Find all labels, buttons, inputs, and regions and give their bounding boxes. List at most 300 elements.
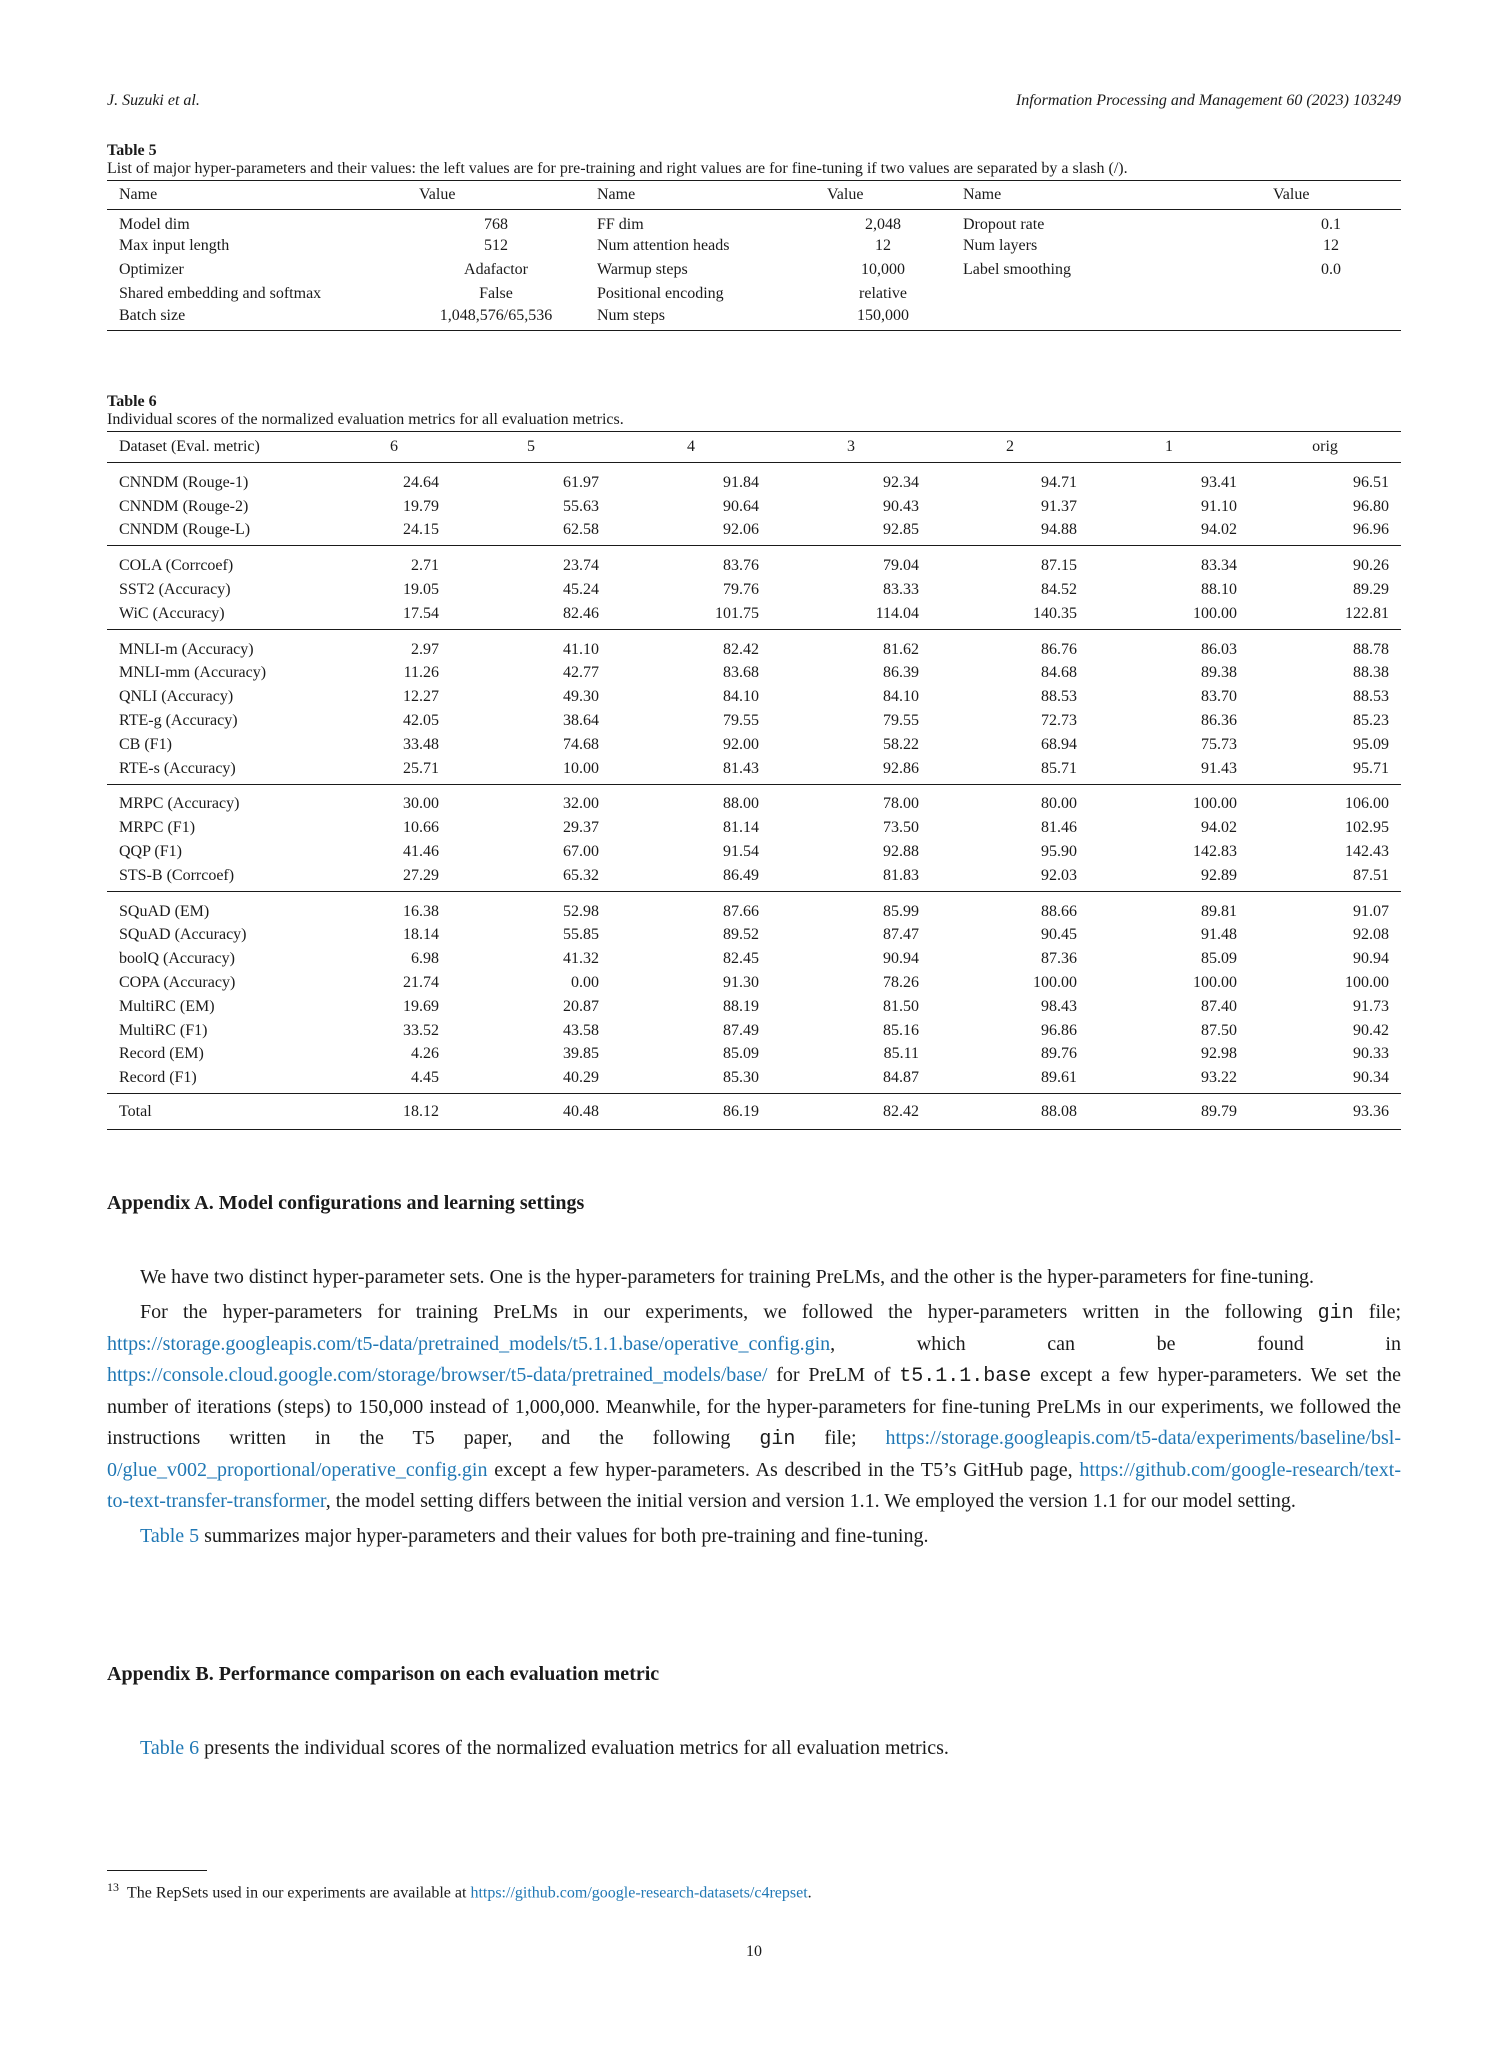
table-6-row xyxy=(107,757,1401,784)
table-6-cell: SQuAD (Accuracy) xyxy=(119,926,247,944)
text-span: summarizes major hyper-parameters and their values for both pre-training and fine-tuning. xyxy=(199,1525,929,1547)
table-6-cell: 140.35 xyxy=(1033,604,1077,622)
table-6-row xyxy=(107,1019,1401,1043)
table-6-cell: 84.52 xyxy=(1041,581,1077,599)
table-6-cell: 42.05 xyxy=(403,712,439,730)
table-6-cell: 4.45 xyxy=(411,1069,439,1087)
table-6-cell: 78.26 xyxy=(883,974,919,992)
table-6-cell: 91.84 xyxy=(723,473,759,491)
header-authors: J. Suzuki et al. xyxy=(107,92,200,109)
table-6-cell: 100.00 xyxy=(1193,974,1237,992)
table-5-cell: Model dim xyxy=(119,216,190,233)
table-6-cell: 92.08 xyxy=(1353,926,1389,944)
table-6-cell: 87.49 xyxy=(723,1021,759,1039)
text-span: except a few hyper-parameters. As described in the T5’s GitHub page, xyxy=(487,1459,1080,1481)
table-6-cell: 90.45 xyxy=(1041,926,1077,944)
table-6-cell: MultiRC (EM) xyxy=(119,997,215,1015)
table-6-cell: 85.16 xyxy=(883,1021,919,1039)
table-6-cell: COLA (Corrcoef) xyxy=(119,557,234,575)
table-6-cell: 33.48 xyxy=(403,735,439,753)
table-6-cell: 81.14 xyxy=(723,819,759,837)
table-6-cell: 43.58 xyxy=(563,1021,599,1039)
table-6-row xyxy=(107,1066,1401,1093)
table-5-row xyxy=(107,306,1401,330)
table-6-cell: 84.10 xyxy=(723,688,759,706)
table-6-cell: 92.88 xyxy=(883,843,919,861)
table-5-cell xyxy=(1261,306,1401,330)
table-6-cell: 55.63 xyxy=(563,497,599,515)
table-6-cell: 92.03 xyxy=(1041,866,1077,884)
table-5-cell xyxy=(951,306,1261,330)
table-6-label: Table 6 xyxy=(107,393,157,410)
table-6-cell: 82.42 xyxy=(723,640,759,658)
table-6-cell: 89.76 xyxy=(1041,1045,1077,1063)
table-6-cell: 81.62 xyxy=(883,640,919,658)
table-5 xyxy=(107,180,1401,331)
table-6-cell: 80.00 xyxy=(1041,795,1077,813)
table-5-cell: relative xyxy=(859,285,907,302)
table-6-cell: 87.36 xyxy=(1041,950,1077,968)
table-6-cell: 39.85 xyxy=(563,1045,599,1063)
table-6-cell: 2.97 xyxy=(411,640,439,658)
table-5-row xyxy=(107,234,1401,258)
table-6-cell: 85.09 xyxy=(1201,950,1237,968)
appendix-a-paragraph-3 xyxy=(107,1521,1401,1552)
table-6-cell: 93.22 xyxy=(1201,1069,1237,1087)
table-6-cell: 4.26 xyxy=(411,1045,439,1063)
table-6-cell: 94.02 xyxy=(1201,521,1237,539)
table-6-cell: SQuAD (EM) xyxy=(119,902,210,920)
text-span: for PreLM of xyxy=(767,1364,900,1386)
table-6-cell: 94.71 xyxy=(1041,473,1077,491)
table-6-cell: CNNDM (Rouge-1) xyxy=(119,473,249,491)
table-5-row xyxy=(107,210,1401,235)
table-6-cell: boolQ (Accuracy) xyxy=(119,950,235,968)
table-5-row xyxy=(107,282,1401,306)
table-5-cell: 512 xyxy=(484,237,508,254)
table-6-cell: 85.09 xyxy=(723,1045,759,1063)
table-6-row xyxy=(107,1043,1401,1067)
table-6-total-cell: 88.08 xyxy=(1041,1103,1077,1121)
table-6-cell: 79.55 xyxy=(883,712,919,730)
table-6-row xyxy=(107,463,1401,495)
table-6-cell: 100.00 xyxy=(1345,974,1389,992)
table-6-cell: 85.99 xyxy=(883,902,919,920)
table-5-header-cell: Name xyxy=(119,186,158,203)
table-6-cell: 87.51 xyxy=(1353,866,1389,884)
table-6-cell: 11.26 xyxy=(403,664,439,682)
table-6-row xyxy=(107,840,1401,864)
table-6-header-cell: 5 xyxy=(527,438,535,455)
table-6-header-cell: 4 xyxy=(687,438,695,455)
table-6-cell: 78.00 xyxy=(883,795,919,813)
table-5-cell: 12 xyxy=(1323,237,1339,254)
table-6-cell: 81.50 xyxy=(883,997,919,1015)
table-6-cell: 90.42 xyxy=(1353,1021,1389,1039)
table-6-cell: Record (EM) xyxy=(119,1045,204,1063)
table-6-cell: 83.33 xyxy=(883,581,919,599)
footnote-link[interactable]: https://github.com/google-research-datasets/c4repset xyxy=(470,1884,808,1902)
table-6-cell: 40.29 xyxy=(563,1069,599,1087)
text-span: presents the individual scores of the normalized evaluation metrics for all evaluation metrics. xyxy=(199,1737,949,1759)
table-6-cell: 114.04 xyxy=(875,604,919,622)
table-6-header-cell: 1 xyxy=(1165,438,1173,455)
table-6-cell: 95.90 xyxy=(1041,843,1077,861)
table-6-block xyxy=(107,393,1401,1130)
table-6-header-cell: 2 xyxy=(1006,438,1014,455)
table-5-cell: Shared embedding and softmax xyxy=(119,285,322,302)
table-6-cell: SST2 (Accuracy) xyxy=(119,581,231,599)
table-6-cell: 86.36 xyxy=(1201,712,1237,730)
table-6-header-cell: 3 xyxy=(847,438,855,455)
table-6-total-cell: 93.36 xyxy=(1353,1103,1389,1121)
link-t5-github[interactable]: https://github.com/google-research/text-to-text-transfer-transformer xyxy=(107,1459,1401,1512)
table-6-cell: 2.71 xyxy=(411,557,439,575)
table-6-cell: 68.94 xyxy=(1041,735,1077,753)
table-6-cell: 0.00 xyxy=(571,974,599,992)
table-6-ref-link[interactable]: Table 6 xyxy=(140,1737,200,1759)
table-6-cell: 55.85 xyxy=(563,926,599,944)
table-6-cell: 89.61 xyxy=(1041,1069,1077,1087)
table-6-cell: MNLI-m (Accuracy) xyxy=(119,640,254,658)
table-6-cell: 20.87 xyxy=(563,997,599,1015)
table-6-total-cell: 40.48 xyxy=(563,1103,599,1121)
table-6-cell: 86.76 xyxy=(1041,640,1077,658)
table-6-cell: 62.58 xyxy=(563,521,599,539)
table-6-cell: 29.37 xyxy=(563,819,599,837)
table-6-row xyxy=(107,947,1401,971)
table-5-cell: Dropout rate xyxy=(963,216,1045,233)
table-6-cell: 92.00 xyxy=(723,735,759,753)
table-6-cell: 90.64 xyxy=(723,497,759,515)
table-5-ref-link[interactable]: Table 5 xyxy=(140,1525,200,1547)
table-6-cell: 87.15 xyxy=(1041,557,1077,575)
table-6-cell: MNLI-mm (Accuracy) xyxy=(119,664,267,682)
table-5-cell: FF dim xyxy=(597,216,644,233)
table-6-total-cell: 89.79 xyxy=(1201,1103,1237,1121)
table-6-cell: 72.73 xyxy=(1041,712,1077,730)
table-6-cell: 100.00 xyxy=(1033,974,1077,992)
table-5-cell: False xyxy=(479,285,513,302)
table-6-cell: 16.38 xyxy=(403,902,439,920)
table-6-cell: 91.07 xyxy=(1353,902,1389,920)
table-6-row xyxy=(107,971,1401,995)
appendix-b-body xyxy=(107,1733,1401,1764)
table-5-cell: Label smoothing xyxy=(963,261,1071,278)
table-6-row xyxy=(107,784,1401,816)
table-5-cell xyxy=(1261,282,1401,306)
table-6-row xyxy=(107,546,1401,578)
table-6-cell: MRPC (F1) xyxy=(119,819,196,837)
table-6-row xyxy=(107,629,1401,661)
table-6-cell: 85.71 xyxy=(1041,759,1077,777)
table-5-header-cell: Value xyxy=(419,186,456,203)
table-6-cell: RTE-g (Accuracy) xyxy=(119,712,238,730)
table-6-cell: 91.30 xyxy=(723,974,759,992)
table-6-cell: 79.55 xyxy=(723,712,759,730)
table-5-cell: 0.1 xyxy=(1321,216,1341,233)
table-5-block xyxy=(107,142,1401,331)
table-6-cell: 79.76 xyxy=(723,581,759,599)
table-6-cell: STS-B (Corrcoef) xyxy=(119,866,235,884)
table-6-cell: 10.66 xyxy=(403,819,439,837)
table-6-cell: 100.00 xyxy=(1193,795,1237,813)
table-6-cell: 67.00 xyxy=(563,843,599,861)
table-6-cell: 45.24 xyxy=(563,581,599,599)
table-5-cell: Num attention heads xyxy=(597,237,730,254)
table-6-cell: MRPC (Accuracy) xyxy=(119,795,240,813)
table-6-cell: 92.98 xyxy=(1201,1045,1237,1063)
table-6-row xyxy=(107,864,1401,891)
table-6-cell: 65.32 xyxy=(563,866,599,884)
header-journal: Information Processing and Management 60 (2023) 103249 xyxy=(1015,92,1401,109)
table-6-cell: 21.74 xyxy=(403,974,439,992)
table-6-row xyxy=(107,602,1401,629)
table-6-row xyxy=(107,662,1401,686)
link-glue-operative-config[interactable]: https://storage.googleapis.com/t5-data/experiments/baseline/bsl-0/glue_v002_proportional/operative_config.gin xyxy=(107,1427,1401,1481)
table-6-cell: 106.00 xyxy=(1345,795,1389,813)
table-6-cell: 89.38 xyxy=(1201,664,1237,682)
table-6-cell: 17.54 xyxy=(403,604,439,622)
table-6-cell: 19.05 xyxy=(403,581,439,599)
table-5-cell: 768 xyxy=(484,216,508,233)
table-6-cell: WiC (Accuracy) xyxy=(119,604,225,622)
table-6-cell: 88.53 xyxy=(1353,688,1389,706)
table-6-row xyxy=(107,578,1401,602)
table-5-cell: Optimizer xyxy=(119,261,184,278)
footnote xyxy=(107,1880,812,1902)
text-span: , the model setting differs between the initial version and version 1.1. We employed the version 1.1 for our model setting. xyxy=(325,1490,1296,1512)
table-5-cell: 12 xyxy=(875,237,891,254)
table-6-row xyxy=(107,924,1401,948)
code-model-name: t5.1.1.base xyxy=(899,1365,1032,1388)
table-6-cell: 83.76 xyxy=(723,557,759,575)
footnote-rule xyxy=(107,1870,207,1871)
table-6-cell: 96.80 xyxy=(1353,497,1389,515)
appendix-a-body xyxy=(107,1262,1401,1552)
table-5-header-row xyxy=(107,181,1401,210)
table-6-cell: 96.86 xyxy=(1041,1021,1077,1039)
table-6-header-row xyxy=(107,432,1401,463)
text-span: except a few hyper-parameters. We set the number of iterations (steps) to 150,000 instead of 1,000,000. Meanwhile, for the hyper-parameters for fine-tuning PreLMs in our experiments, we followed the instructions written in the T5 paper, and the following xyxy=(107,1364,1401,1449)
table-6-cell: 10.00 xyxy=(563,759,599,777)
table-6-cell: MultiRC (F1) xyxy=(119,1021,208,1039)
text-span: For the hyper-parameters for training PreLMs in our experiments, we followed the hyper-parameters written in the following xyxy=(140,1301,1318,1323)
table-6-cell: 122.81 xyxy=(1345,604,1389,622)
table-6-cell: 30.00 xyxy=(403,795,439,813)
table-5-cell: 10,000 xyxy=(861,261,905,278)
footnote-number: 13 xyxy=(107,1880,119,1894)
table-6-cell: 23.74 xyxy=(563,557,599,575)
table-6-cell: 25.71 xyxy=(403,759,439,777)
table-6-cell: 91.73 xyxy=(1353,997,1389,1015)
table-6-cell: QNLI (Accuracy) xyxy=(119,688,234,706)
table-6-cell: 87.50 xyxy=(1201,1021,1237,1039)
table-6-cell: 82.45 xyxy=(723,950,759,968)
table-6-cell: 19.79 xyxy=(403,497,439,515)
table-5-header-cell: Value xyxy=(827,186,864,203)
table-6-cell: 82.46 xyxy=(563,604,599,622)
table-6-cell: 88.38 xyxy=(1353,664,1389,682)
table-6-cell: 18.14 xyxy=(403,926,439,944)
table-6-row xyxy=(107,519,1401,546)
table-6-cell: 101.75 xyxy=(715,604,759,622)
table-6-header-cell: Dataset (Eval. metric) xyxy=(119,438,260,455)
table-6-cell: 91.37 xyxy=(1041,497,1077,515)
table-6-cell: 32.00 xyxy=(563,795,599,813)
appendix-a-heading: Appendix A. Model configurations and learning settings xyxy=(107,1192,585,1214)
table-6-cell: 90.43 xyxy=(883,497,919,515)
table-6-cell: 24.64 xyxy=(403,473,439,491)
table-6-row xyxy=(107,709,1401,733)
code-gin: gin xyxy=(1317,1302,1354,1325)
table-6 xyxy=(107,431,1401,1130)
table-6-total-cell: 82.42 xyxy=(883,1103,919,1121)
table-6-cell: 95.09 xyxy=(1353,735,1389,753)
table-6-cell: CNNDM (Rouge-L) xyxy=(119,521,251,539)
table-6-cell: 88.19 xyxy=(723,997,759,1015)
table-6-row xyxy=(107,685,1401,709)
link-operative-config-base[interactable]: https://storage.googleapis.com/t5-data/pretrained_models/t5.1.1.base/operative_config.gin xyxy=(107,1333,831,1355)
table-6-cell: 96.96 xyxy=(1353,521,1389,539)
table-6-row xyxy=(107,495,1401,519)
table-5-cell: 2,048 xyxy=(865,216,901,233)
text-span: , which can be found in xyxy=(830,1333,1401,1355)
table-5-row xyxy=(107,258,1401,282)
table-5-cell: Num layers xyxy=(963,237,1038,254)
table-5-cell: Positional encoding xyxy=(597,285,724,302)
table-6-cell: 83.70 xyxy=(1201,688,1237,706)
table-6-cell: 52.98 xyxy=(563,902,599,920)
table-6-cell: 95.71 xyxy=(1353,759,1389,777)
table-6-cell: 75.73 xyxy=(1201,735,1237,753)
table-5-cell: 150,000 xyxy=(857,306,909,324)
table-5-header-cell: Name xyxy=(963,186,1002,203)
table-5-cell: Batch size xyxy=(119,306,186,324)
table-6-cell: RTE-s (Accuracy) xyxy=(119,759,236,777)
table-6-cell: 91.54 xyxy=(723,843,759,861)
table-6-cell: 84.10 xyxy=(883,688,919,706)
table-6-cell: 89.29 xyxy=(1353,581,1389,599)
table-6-header-cell: orig xyxy=(1312,438,1338,455)
table-6-cell: 90.34 xyxy=(1353,1069,1389,1087)
table-6-cell: 86.03 xyxy=(1201,640,1237,658)
table-6-cell: 88.10 xyxy=(1201,581,1237,599)
table-5-cell: Adafactor xyxy=(464,261,528,278)
table-6-cell: 91.10 xyxy=(1201,497,1237,515)
table-6-cell: 89.52 xyxy=(723,926,759,944)
footnote-text: The RepSets used in our experiments are available at xyxy=(127,1884,471,1902)
table-5-caption: List of major hyper-parameters and their values: the left values are for pre-training and right values are for fine-tuning if two values are separated by a slash (/). xyxy=(107,160,1128,177)
table-6-cell: 100.00 xyxy=(1193,604,1237,622)
table-6-cell: 41.46 xyxy=(403,843,439,861)
table-6-cell: COPA (Accuracy) xyxy=(119,974,236,992)
table-6-cell: 85.11 xyxy=(883,1045,919,1063)
table-6-cell: 87.40 xyxy=(1201,997,1237,1015)
table-6-cell: 81.43 xyxy=(723,759,759,777)
appendix-b-paragraph-1 xyxy=(107,1733,1401,1764)
code-gin: gin xyxy=(759,1428,796,1451)
appendix-b-heading: Appendix B. Performance comparison on each evaluation metric xyxy=(107,1663,660,1685)
table-6-cell: 98.43 xyxy=(1041,997,1077,1015)
table-6-cell: 85.23 xyxy=(1353,712,1389,730)
table-6-cell: 27.29 xyxy=(403,866,439,884)
table-6-cell: 24.15 xyxy=(403,521,439,539)
table-6-cell: 90.26 xyxy=(1353,557,1389,575)
table-6-cell: 74.68 xyxy=(563,735,599,753)
table-6-caption: Individual scores of the normalized evaluation metrics for all evaluation metrics. xyxy=(107,411,624,428)
table-6-cell: 90.94 xyxy=(1353,950,1389,968)
table-6-cell: 92.89 xyxy=(1201,866,1237,884)
table-6-cell: 88.78 xyxy=(1353,640,1389,658)
table-6-cell: 84.68 xyxy=(1041,664,1077,682)
table-6-cell: CB (F1) xyxy=(119,735,172,753)
table-6-cell: 87.47 xyxy=(883,926,919,944)
table-6-cell: 41.32 xyxy=(563,950,599,968)
table-6-cell: 88.66 xyxy=(1041,902,1077,920)
table-6-cell: 6.98 xyxy=(411,950,439,968)
table-5-cell: 0.0 xyxy=(1321,261,1341,278)
table-5-header-cell: Value xyxy=(1273,186,1310,203)
table-6-cell: 58.22 xyxy=(883,735,919,753)
table-6-cell: CNNDM (Rouge-2) xyxy=(119,497,249,515)
table-6-cell: 142.83 xyxy=(1193,843,1237,861)
table-6-cell: 102.95 xyxy=(1345,819,1389,837)
table-6-cell: 92.06 xyxy=(723,521,759,539)
table-6-cell: 93.41 xyxy=(1201,473,1237,491)
table-6-cell: 88.00 xyxy=(723,795,759,813)
table-6-cell: 91.43 xyxy=(1201,759,1237,777)
table-5-cell: 1,048,576/65,536 xyxy=(439,306,553,324)
table-6-row xyxy=(107,995,1401,1019)
table-6-cell: 88.53 xyxy=(1041,688,1077,706)
table-6-cell: 96.51 xyxy=(1353,473,1389,491)
table-6-cell: 19.69 xyxy=(403,997,439,1015)
table-6-cell: 49.30 xyxy=(563,688,599,706)
table-5-cell: Max input length xyxy=(119,237,230,254)
table-6-cell: 94.88 xyxy=(1041,521,1077,539)
link-cloud-console-storage[interactable]: https://console.cloud.google.com/storage/browser/t5-data/pretrained_models/base/ xyxy=(107,1364,768,1386)
appendix-a-paragraph-1: We have two distinct hyper-parameter sets. One is the hyper-parameters for training PreLMs, and the other is the hyper-parameters for fine-tuning. xyxy=(140,1266,1315,1288)
table-6-cell: QQP (F1) xyxy=(119,843,182,861)
table-6-cell: 90.94 xyxy=(883,950,919,968)
table-5-cell: Warmup steps xyxy=(597,261,688,278)
table-6-cell: 79.04 xyxy=(883,557,919,575)
table-5-header-cell: Name xyxy=(597,186,636,203)
table-6-row xyxy=(107,891,1401,923)
table-6-cell: 12.27 xyxy=(403,688,439,706)
table-5-cell: Num steps xyxy=(597,306,665,324)
table-6-total-row xyxy=(107,1094,1401,1130)
table-6-cell: 142.43 xyxy=(1345,843,1389,861)
table-6-cell: 61.97 xyxy=(563,473,599,491)
table-6-cell: 81.83 xyxy=(883,866,919,884)
table-6-cell: 92.85 xyxy=(883,521,919,539)
table-6-cell: 33.52 xyxy=(403,1021,439,1039)
table-6-row xyxy=(107,816,1401,840)
table-6-cell: 42.77 xyxy=(563,664,599,682)
table-6-cell: 94.02 xyxy=(1201,819,1237,837)
table-6-cell: 38.64 xyxy=(563,712,599,730)
table-6-cell: 83.68 xyxy=(723,664,759,682)
appendix-a-paragraph-2 xyxy=(107,1297,1401,1517)
table-6-cell: 84.87 xyxy=(883,1069,919,1087)
table-5-label: Table 5 xyxy=(107,142,157,159)
table-6-cell: 41.10 xyxy=(563,640,599,658)
table-6-cell: Record (F1) xyxy=(119,1069,197,1087)
table-6-cell: 85.30 xyxy=(723,1069,759,1087)
table-6-cell: 92.34 xyxy=(883,473,919,491)
